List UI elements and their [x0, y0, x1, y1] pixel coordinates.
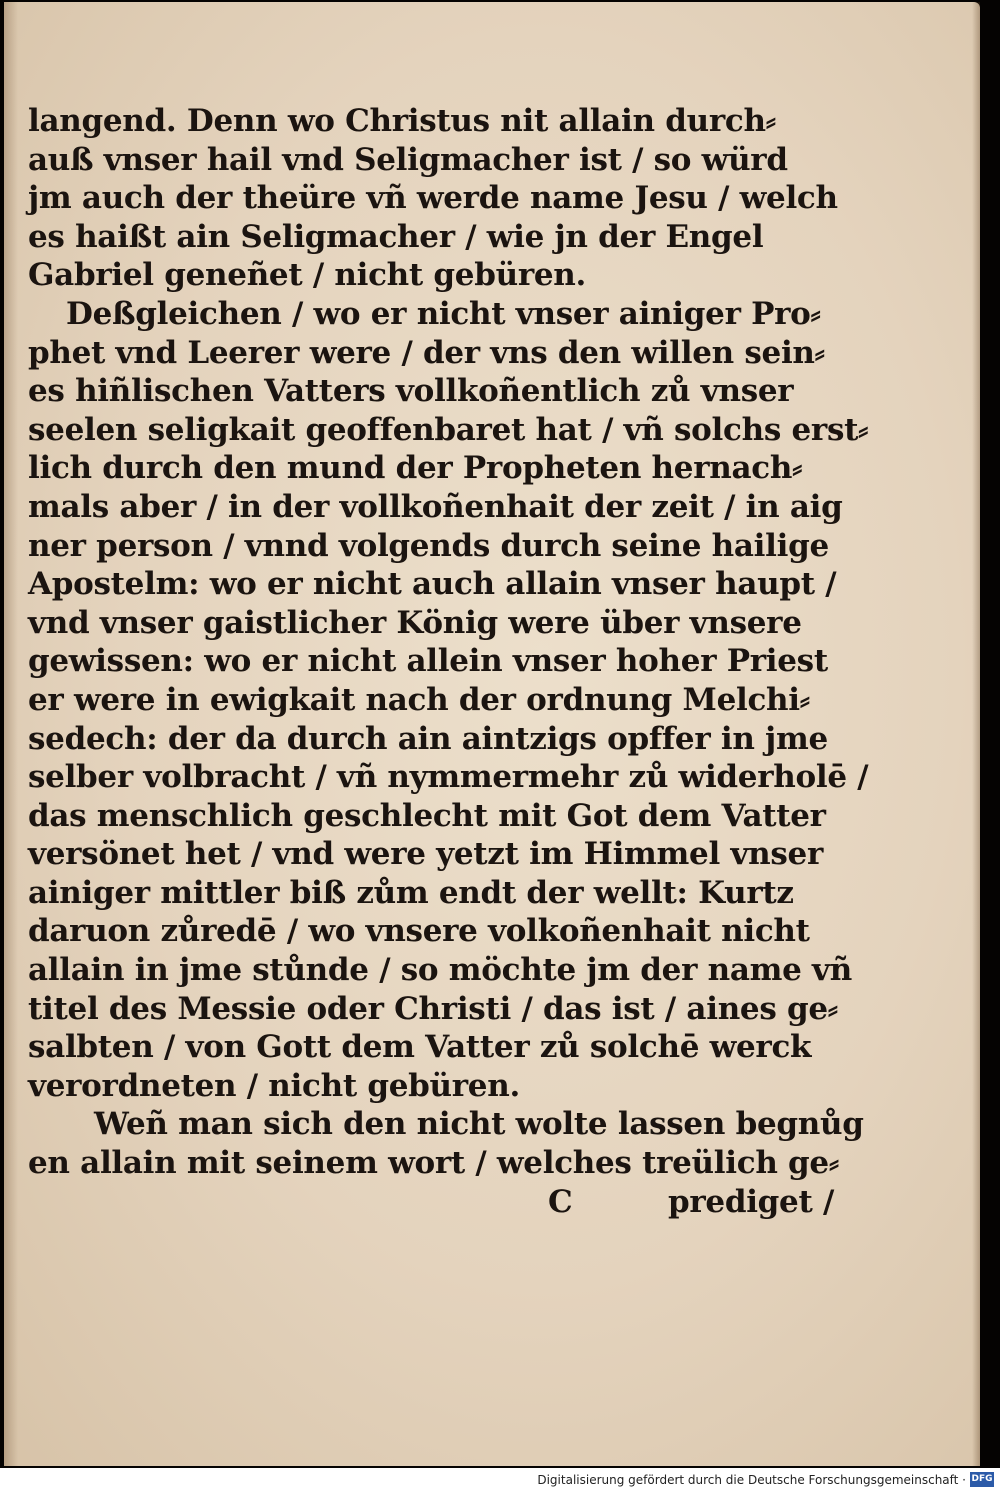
text-line: gewissen: wo er nicht allein vnser hoher Priest: [28, 643, 828, 680]
text-line: lich durch den mund der Propheten hernach⸗: [28, 450, 803, 487]
text-line: allain in jme stůnde / so möchte jm der name vñ: [28, 952, 853, 989]
text-line: seelen seligkait geoffenbaret hat / vñ solchs erst⸗: [28, 411, 869, 448]
text-line: phet vnd Leerer were / der vns den willen sein⸗: [28, 334, 825, 371]
catchword: prediget /: [668, 1183, 835, 1220]
text-line: sedech: der da durch ain aintzigs opffer in jme: [28, 720, 828, 757]
text-line: langend. Denn wo Christus nit allain durch⸗: [28, 103, 776, 139]
text-line: mals aber / in der vollkoñenhait der zeit / in aig: [28, 488, 843, 525]
text-line: daruon zůredē / wo vnsere volkoñenhait nicht: [28, 913, 810, 950]
text-block: [28, 102, 869, 1221]
book-page: [4, 2, 980, 1466]
dfg-logo-icon: DFG: [970, 1472, 994, 1487]
signature-mark: C: [548, 1183, 573, 1220]
footer-bar: [0, 1468, 1000, 1492]
page-edge-shadow: [972, 2, 980, 1466]
page-gutter-shadow: [4, 2, 18, 1466]
text-line: es haißt ain Seligmacher / wie jn der Engel: [28, 218, 764, 255]
text-line: Weñ man sich den nicht wolte lassen begnůg: [94, 1106, 864, 1143]
text-line: auß vnser hail vnd Seligmacher ist / so würd: [28, 141, 788, 178]
text-line: en allain mit seinem wort / welches treülich ge⸗: [28, 1145, 839, 1182]
text-line: titel des Messie oder Christi / das ist / aines ge⸗: [28, 990, 838, 1027]
signature-line: [28, 1183, 835, 1222]
text-line: versönet het / vnd were yetzt im Himmel vnser: [28, 836, 823, 873]
text-line: Gabriel geneñet / nicht gebüren.: [28, 257, 587, 294]
text-line: Apostelm: wo er nicht auch allain vnser haupt /: [28, 566, 837, 603]
text-line: ner person / vnnd volgends durch seine hailige: [28, 527, 829, 564]
text-line: es hiñlischen Vatters vollkoñentlich zů vnser: [28, 373, 794, 410]
text-line: jm auch der theüre vñ werde name Jesu / welch: [28, 180, 838, 217]
funding-credit: Digitalisierung gefördert durch die Deutsche Forschungsgemeinschaft ·: [537, 1473, 966, 1487]
text-line: Deßgleichen / wo er nicht vnser ainiger Pro⸗: [66, 295, 821, 332]
text-line: er were in ewigkait nach der ordnung Melchi⸗: [28, 681, 810, 718]
text-line: das menschlich geschlecht mit Got dem Vatter: [28, 797, 826, 834]
text-line: verordneten / nicht gebüren.: [28, 1067, 520, 1104]
text-line: ainiger mittler biß zům endt der wellt: Kurtz: [28, 874, 794, 911]
text-line: salbten / von Gott dem Vatter zů solchē werck: [28, 1029, 812, 1066]
text-line: vnd vnser gaistlicher König were über vnsere: [28, 604, 802, 641]
text-line: selber volbracht / vñ nymmermehr zů widerholē /: [28, 759, 869, 796]
